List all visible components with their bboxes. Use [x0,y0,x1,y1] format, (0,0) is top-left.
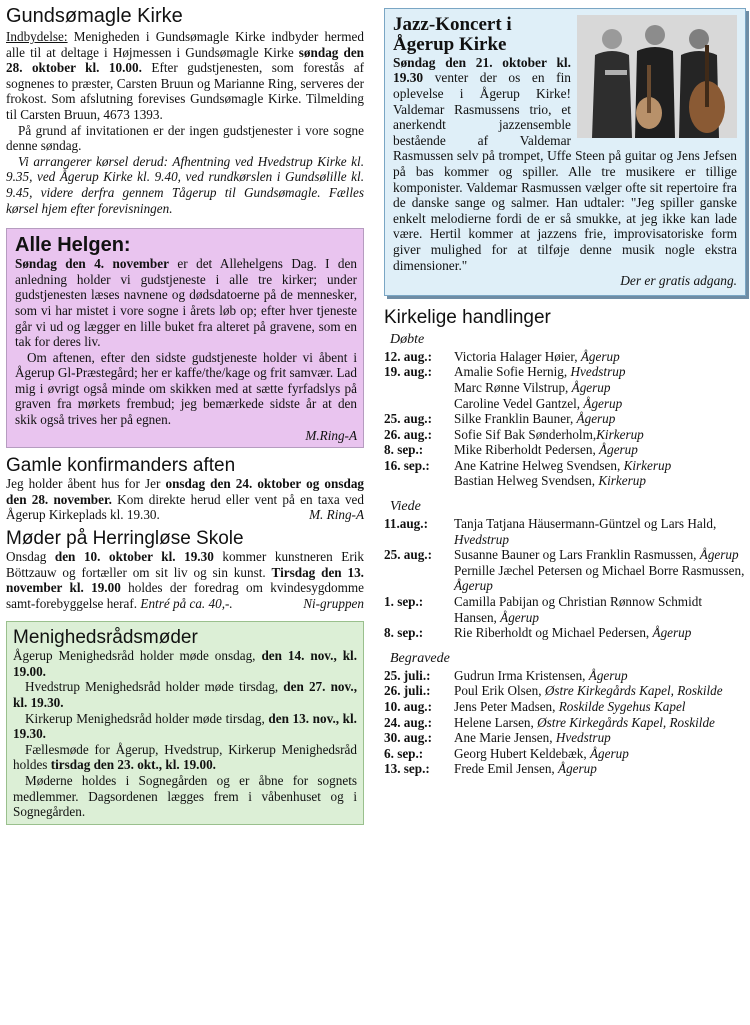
moder-title: Møder på Herringløse Skole [6,527,244,549]
invitation-date: søndag den 28. oktober kl. 10.00. [6,44,365,76]
gundsomagle-title: Gundsømagle Kirke [6,5,183,27]
begravede-date: 13. sep.: [384,761,430,777]
moder-date-1: den 10. oktober kl. 19.30 [54,548,214,564]
dobte-place: Ågerup [571,379,611,395]
begravede-entry [454,746,746,762]
viede-name: Rie Riberholdt og Michael Pedersen, [454,625,653,641]
kirkelige-title: Kirkelige handlinger [384,306,551,328]
dobte-list [384,349,746,489]
begravede-entry [454,699,746,715]
menighed-p2-date: den 27. nov., kl. 19.30. [13,679,357,710]
moder-text-1: Onsdag [6,548,55,564]
menighed-p1-text: Ågerup Menighedsråd holder møde onsdag, [13,648,262,664]
right-column [384,0,746,777]
dobte-place: Ågerup [580,348,620,364]
viede-entry [454,516,746,547]
viede-label: Viede [390,499,421,515]
gamle-signature: M. Ring-A [309,507,364,523]
menighed-p3-date: den 13. nov., kl. 19.30. [13,710,357,742]
begravede-name: Jens Peter Madsen, [454,699,559,714]
gamle-section [6,456,364,523]
menighed-p4-text: Fællesmøde for Ågerup, Hvedstrup, Kirkerup Menighedsråd holdes [13,741,357,773]
viede-name: Tanja Tatjana Häusermann-Güntzel og Lars Hald, [454,516,717,532]
begravede-entry [454,715,746,731]
dobte-entry [454,427,746,443]
menighed-p2 [13,679,357,710]
allehelgen-box [6,228,364,448]
menighed-box [6,621,364,824]
dobte-date: 19. aug.: [384,364,432,380]
dobte-entry [454,473,746,489]
dobte-entry [454,380,746,396]
begravede-name: Poul Erik Olsen, [454,683,545,699]
jazz-title: Jazz-Koncert i Ågerup Kirke [393,14,512,55]
begravede-place: Roskilde Sygehus Kapel [558,699,686,714]
dobte-entry [454,396,746,412]
menighed-title: Menighedsrådsmøder [13,627,198,649]
dobte-place: Ågerup [599,442,638,458]
begravede-date: 24. aug.: [384,714,432,730]
jazz-box [384,8,746,296]
menighed-p2-text: Hvedstrup Menighedsråd holder møde tirsdag, [25,679,284,695]
viede-place: Ågerup [699,547,739,563]
viede-date [384,563,450,594]
menighed-p4 [13,742,357,773]
begravede-name: Ane Marie Jensen, [454,730,556,746]
dobte-place: Ågerup [583,395,623,411]
begravede-date: 10. aug.: [384,699,432,714]
viede-date: 1. sep.: [384,594,424,610]
left-column [6,0,364,825]
gamle-text-1: Jeg holder åbent hus for Jer [6,476,166,492]
jazz-free-admission: Der er gratis adgang. [620,273,737,289]
allehelgen-p2: Om aftenen, efter den sidste gudstjeneste holder vi åbent i Ågerup Gl-Præstegård; her er kaffe/the/kage og frit samvær. Lad mig i øvrigt også minde om skikken med at sætte fyrfadslys på graven fra mørkets frembud; jeg bemærkede sidste år at den skik også trives her på egnen. [15,349,357,428]
dobte-name: Marc Rønne Vilstrup, [454,379,572,395]
begravede-place: Østre Kirkegårds Kapel, Roskilde [544,683,723,699]
allehelgen-title: Alle Helgen: [15,234,131,257]
jazz-date: Søndag den 21. oktober kl. 19.30 [393,54,571,86]
dobte-label: Døbte [390,331,425,347]
begravede-list [384,668,746,777]
begravede-name: Helene Larsen, [454,714,538,730]
begravede-place: Ågerup [590,745,629,761]
viede-place: Ågerup [652,625,692,641]
moder-section [6,529,364,611]
dobte-name: Sofie Sif Bak Sønderholm, [454,426,597,442]
viede-entry [454,547,746,563]
allehelgen-text: er det Allehelgens Dag. I den anledning holder vi gudstjeneste i alle tre kirker; under gudstjenesten læses navnene og dødsdatoerne på de mennesker, som vi har mistet i vore sogne i årets løb op; efter hver tjeneste går vi ud og lægger en lille buket fra alteret på gravene, som en tak for deres liv. [15,256,357,350]
viede-date: 11.aug.: [384,516,428,532]
gamle-text-2: Kom direkte herud eller vent på en taxa ved Ågerup Kirkeplads kl. 19.30. [6,491,365,523]
dobte-place: Kirkerup [623,457,672,473]
dobte-place: Hvedstrup [570,364,626,380]
begravede-name: Georg Hubert Keldebæk, [454,745,590,761]
jazz-description: venter der os en fin oplevelse i Ågerup Kirke! Valdemar Rasmussens trio, et anerkendt jazzensemble bestående af Valdemar Rasmussen selv på trompet, Uffe Steen på guitar og Jens Jefsen på bas kommer og spiller. Alle tre musikere er tillige komponister. Valdemar Rasmussen vælger ofte sit repertoire fra de danske sange og salmer. Han udtaler: "Jeg spiller ganske enkelt melodierne fordi de er så smukke, at jeg ikke kan lade være. Hertil kommer at jazzens frie, improvisatoriske form giver mulighed for at tilføje denne musik nogle ekstra dimensioner." [393,70,737,273]
moder-signature: Ni-gruppen [303,595,364,611]
dobte-name: Victoria Halager Høier, [454,348,581,364]
dobte-name: Caroline Vedel Gantzel, [454,395,584,411]
gundsomagle-invitation [6,29,364,123]
dobte-place: Kirkerup [596,426,644,442]
gundsomagle-no-services: På grund af invitationen er der ingen gudstjenester i vore sogne denne søndag. [6,122,364,154]
viede-entry [454,563,746,594]
dobte-name: Bastian Helweg Svendsen, [454,473,599,489]
menighed-p1-date: den 14. nov., kl. 19.00. [13,648,357,679]
begravede-place: Hvedstrup [555,730,611,746]
begravede-place: Ågerup [588,667,628,683]
dobte-name: Amalie Sofie Hernig, [454,364,571,380]
menighed-p5: Møderne holdes i Sognegården og er åbne for sognets medlemmer. Dagsordenen lægges frem i våbenhuset og i Sognegården. [13,772,357,820]
viede-place: Hvedstrup [454,531,509,547]
begravede-label: Begravede [390,650,450,666]
menighed-p3-text: Kirkerup Menighedsråd holder møde tirsdag, [25,710,269,726]
dobte-place: Kirkerup [598,473,646,489]
moder-entry: Entré på ca. 40,-. [140,595,233,611]
gundsomagle-section [6,6,364,216]
dobte-name: Silke Franklin Bauner, [454,411,577,427]
gamle-title: Gamle konfirmanders aften [6,455,236,477]
begravede-place: Østre Kirkegårds Kapel, Roskilde [537,714,715,730]
allehelgen-p1 [15,256,357,350]
begravede-entry [454,761,746,777]
dobte-date: 26. aug.: [384,426,432,442]
begravede-date: 26. juli.: [384,683,431,699]
viede-place: Ågerup [454,578,493,594]
invitation-text-2: Efter gudstjenesten, som forestås af sognenes to præster, Carsten Bruun og Marianne Ring, serveres der frokost. Som afslutning forevises Gundsømagle Kirke. Tilmelding til Carsten Bruun, 4673 1393. [6,60,364,122]
kirkelige-section [384,308,746,777]
gamle-dates: onsdag den 24. oktober og onsdag den 28. november. [6,476,365,507]
begravede-entry [454,730,746,746]
dobte-entry [454,442,746,458]
viede-name: Camilla Pabijan og Christian Rønnow Schmidt Hansen, [454,594,702,625]
begravede-date: 6. sep.: [384,745,424,761]
jazz-trio-photo [577,15,737,138]
dobte-date: 8. sep.: [384,442,424,458]
dobte-date: 25. aug.: [384,411,432,427]
dobte-date: 12. aug.: [384,348,432,364]
viede-date: 8. sep.: [384,625,424,641]
begravede-entry [454,668,746,684]
menighed-p4-date: tirsdag den 23. okt., kl. 19.00. [50,757,216,773]
dobte-place: Ågerup [576,411,616,427]
allehelgen-date: Søndag den 4. november [15,256,169,272]
moder-text-3: holdes der foredrag om kvindesygdomme samt-forebyggelse heraf. [6,580,364,611]
moder-date-2: Tirsdag den 13. november kl. 19.00 [6,564,364,596]
viede-entry [454,625,746,641]
dobte-name: Mike Riberholdt Pedersen, [454,442,600,458]
dobte-date [384,396,450,412]
dobte-name: Ane Katrine Helweg Svendsen, [454,457,624,473]
moder-text [6,549,364,611]
dobte-entry [454,458,746,474]
begravede-date: 30. aug.: [384,730,432,746]
dobte-date: 16. sep.: [384,457,430,473]
gamle-text [6,476,364,523]
begravede-name: Gudrun Irma Kristensen, [454,667,589,683]
menighed-p1 [13,648,357,679]
viede-place: Ågerup [500,609,539,625]
begravede-date: 25. juli.: [384,667,431,683]
invitation-label: Indbydelse: [6,29,68,44]
allehelgen-signature: M.Ring-A [305,427,357,443]
viede-name: Pernille Jæchel Petersen og Michael Borre Rasmussen, [454,562,745,578]
dobte-date [384,473,450,489]
musicians-photo-icon [577,15,737,138]
gundsomagle-transport: Vi arrangerer kørsel derud: Afhentning ved Hvedstrup Kirke kl. 9.35, ved Ågerup Kirke kl. 9.40, ved rundkørslen i Gundsølille kl. 9.45, videre derfra gennem Tågerup til Gundsømagle. Fælles kørsel hjem efter forevisningen. [6,153,364,216]
viede-date: 25. aug.: [384,547,432,563]
begravede-place: Ågerup [558,761,597,777]
invitation-text: Menigheden i Gundsømagle Kirke indbyder hermed alle til at deltage i Højmessen i Gundsømagle Kirke [6,29,364,60]
dobte-entry [454,411,746,427]
viede-list [384,516,746,641]
begravede-name: Frede Emil Jensen, [454,761,559,777]
viede-name: Susanne Bauner og Lars Franklin Rasmussen, [454,547,700,563]
dobte-date [384,380,450,396]
begravede-entry [454,683,746,699]
moder-text-2: kommer kunstneren Erik Böttzauw og fortæller om sit liv og sin kunst. [6,548,364,580]
menighed-p3 [13,711,357,742]
dobte-entry [454,364,746,380]
dobte-entry [454,349,746,365]
viede-entry [454,594,746,625]
